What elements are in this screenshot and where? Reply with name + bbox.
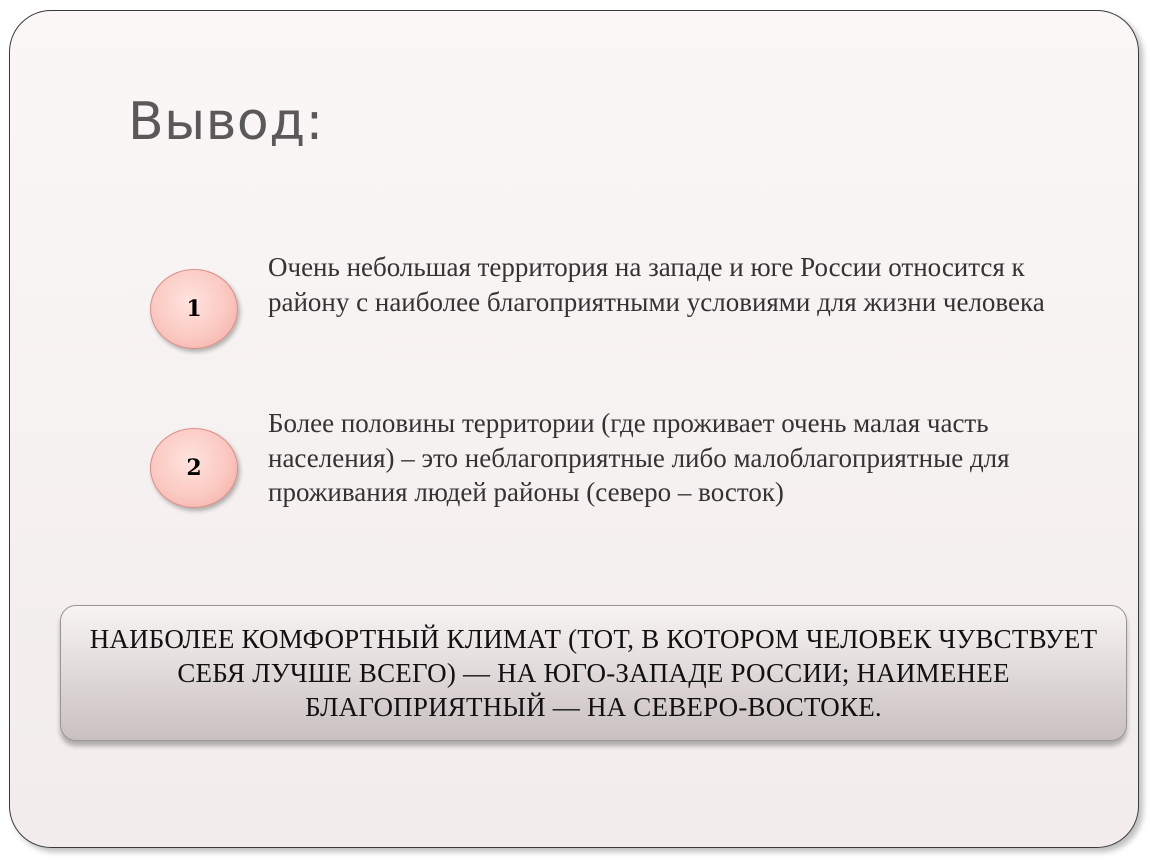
slide-title: Вывод:: [128, 92, 324, 152]
point-text-1: Очень небольшая территория на западе и юге России относится к району с наиболее благоприятными условиями для жизни человека: [268, 252, 1045, 317]
number-badge-1: 1: [150, 269, 238, 349]
conclusion-text: НАИБОЛЕЕ КОМФОРТНЫЙ КЛИМАТ (ТОТ, В КОТОРОМ ЧЕЛОВЕК ЧУВСТВУЕТ СЕБЯ ЛУЧШЕ ВСЕГО) — НА ЮГО-ЗАПАДЕ РОССИИ; НАИМЕНЕЕ БЛАГОПРИЯТНЫЙ — НА СЕВЕРО-ВОСТОКЕ.: [89, 624, 1098, 722]
point-text-2: Более половины территории (где проживает очень малая часть населения) – это неблагоприятные либо малоблагоприятные для проживания людей районы (северо – восток): [268, 408, 1010, 507]
conclusion-box: [60, 605, 1127, 741]
number-badge-2: 2: [150, 428, 238, 508]
